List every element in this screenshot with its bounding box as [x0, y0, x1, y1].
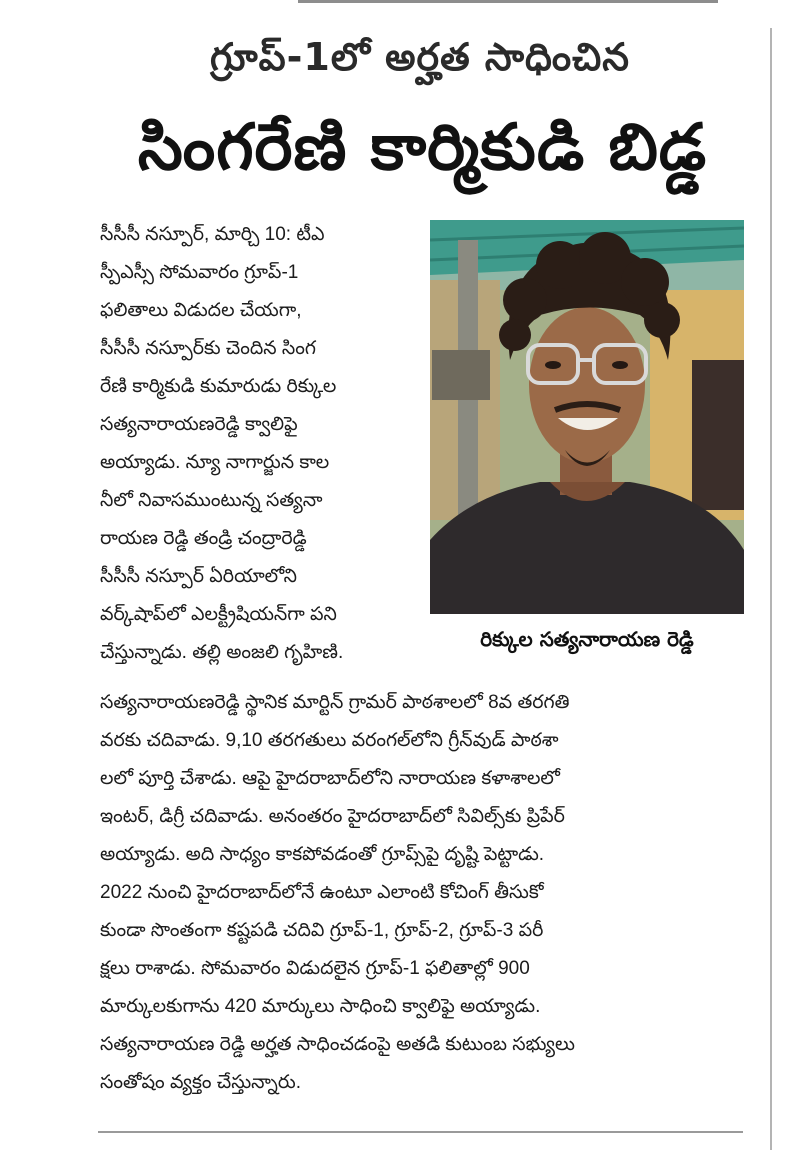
article-text-line: సత్యనారాయణ రెడ్డి అర్హత సాధించడంపై అతడి కుటుంబ సభ్యులు: [100, 1034, 576, 1055]
article-text-line: సీసీసీ నస్పూర్, మార్చి 10: టీఎ: [100, 224, 325, 245]
article-text-line: రాయణ రెడ్డి తండ్రి చంద్రారెడ్డి: [100, 528, 307, 549]
article-text-line: అయ్యాడు. న్యూ నాగార్జున కాల: [100, 452, 330, 473]
article-text-line: సీసీసీ నస్పూర్ ఏరియాలోని: [100, 566, 298, 587]
article-body-column: [100, 684, 745, 1102]
photo-caption: రిక్కుల సత్యనారాయణ రెడ్డి: [480, 627, 694, 651]
article-text-line: క్షలు రాశాడు. సోమవారం విడుదలైన గ్రూప్-1 ఫలితాల్లో 900: [100, 958, 530, 979]
article-text-line: రేణి కార్మికుడి కుమారుడు రిక్కుల: [100, 376, 337, 397]
article-text-line: చేస్తున్నాడు. తల్లి అంజలి గృహిణి.: [100, 642, 344, 663]
article-text-line: నీలో నివాసముంటున్న సత్యనా: [100, 490, 323, 511]
portrait-photo: [430, 220, 744, 614]
article-text-line: మార్కులకుగాను 420 మార్కులు సాధించి క్వాలిఫై అయ్యాడు.: [100, 996, 541, 1017]
article-text-line: స్పీఎస్సీ సోమవారం గ్రూప్-1: [100, 262, 299, 283]
article-text-line: సంతోషం వ్యక్తం చేస్తున్నారు.: [100, 1072, 301, 1093]
article-text-line: వరకు చదివాడు. 9,10 తరగతులు వరంగల్‌లోని గ్రీన్‌వుడ్ పాఠశా: [100, 730, 559, 751]
article-text-line: కుండా సొంతంగా కష్టపడి చదివి గ్రూప్-1, గ్రూప్-2, గ్రూప్-3 పరీ: [100, 920, 544, 941]
article-intro-column: [100, 216, 418, 672]
article-headline: సింగరేణి కార్మికుడి బిడ్డ: [137, 111, 708, 185]
article-text-line: సత్యనారాయణరెడ్డి స్థానిక మార్టిన్ గ్రామర్ పాఠశాలలో 8వ తరగతి: [100, 692, 570, 713]
column-divider: [770, 28, 772, 1150]
top-divider: [298, 0, 718, 3]
article-text-line: ఫలితాలు విడుదల చేయగా,: [100, 300, 302, 321]
article-text-line: 2022 నుంచి హైదరాబాద్‌లోనే ఉంటూ ఎలాంటి కోచింగ్ తీసుకో: [100, 882, 544, 903]
article-text-line: సత్యనారాయణరెడ్డి క్వాలిఫై: [100, 414, 298, 435]
bottom-divider: [98, 1131, 743, 1133]
article-text-line: లలో పూర్తి చేశాడు. ఆపై హైదరాబాద్‌లోని నారాయణ కళాశాలలో: [100, 768, 560, 789]
article-text-line: ఇంటర్, డిగ్రీ చదివాడు. అనంతరం హైదరాబాద్‌లో సివిల్స్‌కు ప్రిపేర్: [100, 806, 565, 827]
article-text-line: అయ్యాడు. అది సాధ్యం కాకపోవడంతో గ్రూప్స్‌పై దృష్టి పెట్టాడు.: [100, 844, 545, 865]
article-kicker: గ్రూప్-1లో అర్హత సాధించిన: [210, 35, 630, 79]
article-text-line: సీసీసీ నస్పూర్‌కు చెందిన సింగ: [100, 338, 316, 359]
article-text-line: వర్క్‌షాప్‌లో ఎలక్ట్రీషియన్‌గా పని: [100, 604, 337, 625]
